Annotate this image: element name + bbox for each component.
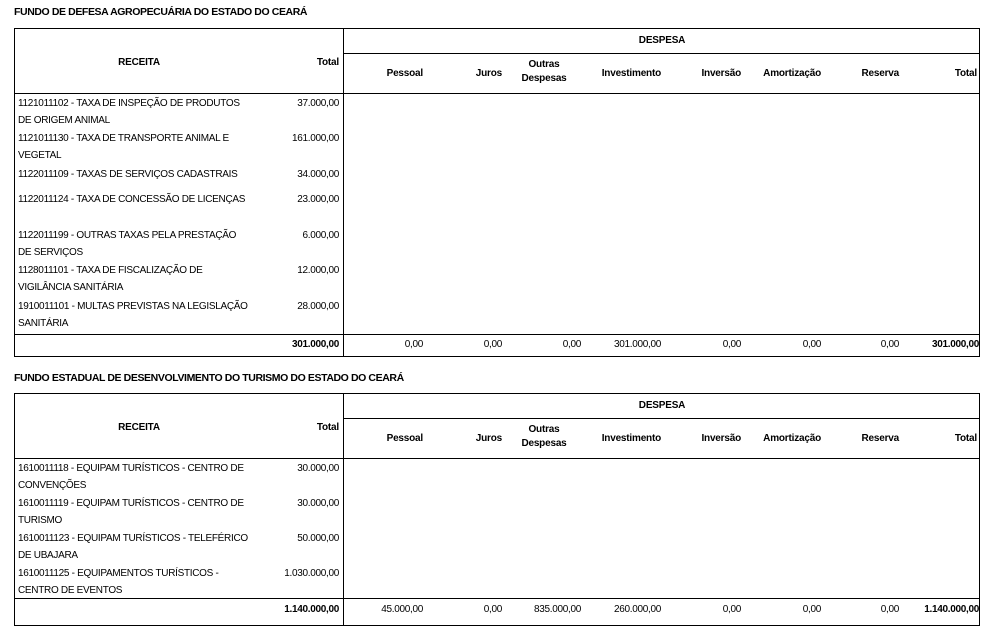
total-pessoal: 45.000,00: [381, 604, 423, 615]
total-amortizacao: 0,00: [802, 604, 821, 615]
receita-value: 30.000,00: [297, 498, 339, 509]
col-total: Total: [954, 433, 977, 444]
despesa-header: DESPESA: [638, 400, 686, 411]
receita-value: 6.000,00: [302, 230, 339, 241]
col-investimento: Investimento: [601, 68, 661, 79]
receita-value: 50.000,00: [297, 533, 339, 544]
despesa-divider: [343, 53, 979, 54]
receita-total: 1.140.000,00: [284, 604, 339, 615]
col-pessoal: Pessoal: [386, 68, 423, 79]
receita-value: 34.000,00: [297, 169, 339, 180]
col-investimento: Investimento: [601, 433, 661, 444]
receita-value: 37.000,00: [297, 98, 339, 109]
receita-total-header: Total: [316, 57, 339, 68]
receita-total: 301.000,00: [291, 339, 339, 350]
despesa-header: DESPESA: [638, 35, 686, 46]
col-juros: Juros: [475, 433, 502, 444]
column-divider: [343, 394, 344, 625]
receita-value: 23.000,00: [297, 194, 339, 205]
total-outras-despesas: 835.000,00: [533, 604, 581, 615]
receita-description: 1610011119 - EQUIPAM TURÍSTICOS - CENTRO DE TURISMO: [18, 498, 244, 526]
col-amortizacao: Amortização: [763, 433, 821, 444]
col-outras-despesas: Outras Despesas: [521, 424, 567, 449]
col-reserva: Reserva: [861, 68, 899, 79]
receita-description: 1128011101 - TAXA DE FISCALIZAÇÃO DE VIGILÂNCIA SANITÁRIA: [18, 265, 203, 293]
col-amortizacao: Amortização: [763, 68, 821, 79]
col-inversao: Inversão: [701, 68, 741, 79]
total-pessoal: 0,00: [404, 339, 423, 350]
section-title: FUNDO DE DEFESA AGROPECUÁRIA DO ESTADO DO CEARÁ: [14, 6, 308, 18]
totals-divider: [15, 334, 979, 335]
total-amortizacao: 0,00: [802, 339, 821, 350]
receita-description: 1121011130 - TAXA DE TRANSPORTE ANIMAL E VEGETAL: [18, 133, 229, 161]
receita-value: 12.000,00: [297, 265, 339, 276]
budget-table: [14, 393, 980, 626]
col-total: Total: [954, 68, 977, 79]
column-divider: [343, 29, 344, 356]
header-divider: [15, 458, 979, 459]
receita-description: 1121011102 - TAXA DE INSPEÇÃO DE PRODUTOS DE ORIGEM ANIMAL: [18, 98, 240, 126]
total-inversao: 0,00: [722, 604, 741, 615]
header-divider: [15, 93, 979, 94]
receita-description: 1610011125 - EQUIPAMENTOS TURÍSTICOS - CENTRO DE EVENTOS: [18, 568, 219, 596]
receita-value: 30.000,00: [297, 463, 339, 474]
total-juros: 0,00: [483, 339, 502, 350]
receita-value: 28.000,00: [297, 301, 339, 312]
total-outras-despesas: 0,00: [562, 339, 581, 350]
receita-description: 1122011109 - TAXAS DE SERVIÇOS CADASTRAIS: [18, 169, 238, 180]
total-inversao: 0,00: [722, 339, 741, 350]
total-despesa: 1.140.000,00: [924, 604, 979, 615]
receita-value: 161.000,00: [291, 133, 339, 144]
total-reserva: 0,00: [880, 339, 899, 350]
total-investimento: 260.000,00: [613, 604, 661, 615]
col-pessoal: Pessoal: [386, 433, 423, 444]
receita-header: RECEITA: [118, 57, 160, 68]
receita-description: 1610011123 - EQUIPAM TURÍSTICOS - TELEFÉRICO DE UBAJARA: [18, 533, 248, 561]
receita-description: 1910011101 - MULTAS PREVISTAS NA LEGISLAÇÃO SANITÁRIA: [18, 301, 248, 329]
col-reserva: Reserva: [861, 433, 899, 444]
total-despesa: 301.000,00: [931, 339, 979, 350]
col-juros: Juros: [475, 68, 502, 79]
receita-header: RECEITA: [118, 422, 160, 433]
receita-description: 1122011124 - TAXA DE CONCESSÃO DE LICENÇAS: [18, 194, 246, 205]
receita-description: 1122011199 - OUTRAS TAXAS PELA PRESTAÇÃO DE SERVIÇOS: [18, 230, 237, 258]
col-outras-despesas: Outras Despesas: [521, 59, 567, 84]
section-title: FUNDO ESTADUAL DE DESENVOLVIMENTO DO TURISMO DO ESTADO DO CEARÁ: [14, 372, 404, 384]
budget-table: [14, 28, 980, 357]
receita-value: 1.030.000,00: [284, 568, 339, 579]
receita-total-header: Total: [316, 422, 339, 433]
total-investimento: 301.000,00: [613, 339, 661, 350]
total-reserva: 0,00: [880, 604, 899, 615]
col-inversao: Inversão: [701, 433, 741, 444]
despesa-divider: [343, 418, 979, 419]
total-juros: 0,00: [483, 604, 502, 615]
receita-description: 1610011118 - EQUIPAM TURÍSTICOS - CENTRO DE CONVENÇÕES: [18, 463, 244, 491]
